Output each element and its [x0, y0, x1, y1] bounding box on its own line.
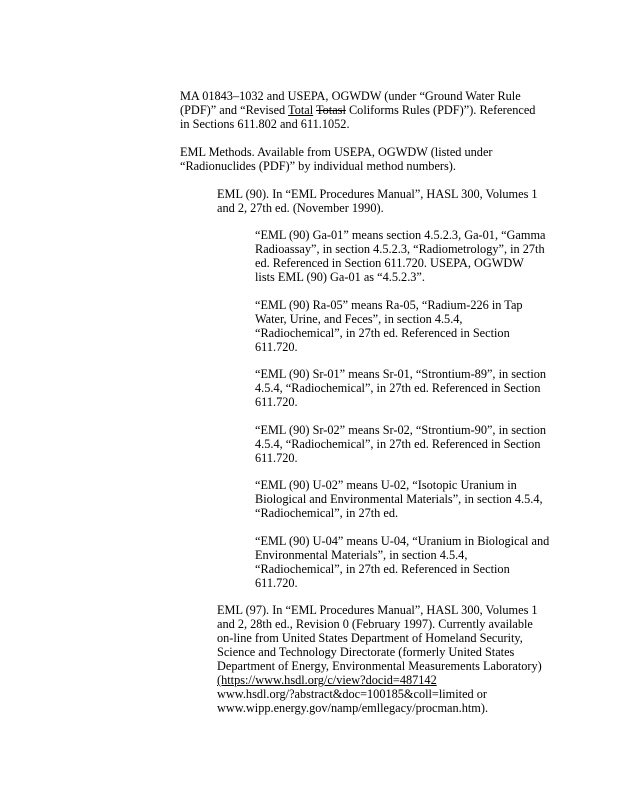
method-line: “EML (90) Sr-02” means Sr-02, “Strontium-90”, in section: [255, 423, 547, 437]
eml97-paragraph: [217, 603, 552, 715]
intro-paragraph: [180, 89, 552, 131]
eml97-line: Department of Energy, Environmental Measurements Laboratory): [217, 659, 542, 673]
method-line: lists EML (90) Ga-01 as “4.5.2.3”.: [255, 270, 425, 284]
method-line: Biological and Environmental Materials”, in section 4.5.4,: [255, 492, 543, 506]
intro-line: MA 01843–1032 and USEPA, OGWDW (under “Ground Water Rule: [180, 89, 521, 103]
method-line: “EML (90) Sr-01” means Sr-01, “Strontium-89”, in section: [255, 367, 547, 381]
eml97-line: and 2, 28th ed., Revision 0 (February 1997). Currently available: [217, 617, 533, 631]
method-line: 4.5.4, “Radiochemical”, in 27th ed. Referenced in Section: [255, 437, 541, 451]
method-line: “EML (90) U-04” means U-04, “Uranium in Biological and: [255, 534, 550, 548]
method-sr02: [255, 423, 552, 465]
method-line: Environmental Materials”, in section 4.5.4,: [255, 548, 468, 562]
eml97-line: on-line from United States Department of Homeland Security,: [217, 631, 523, 645]
intro-text: (PDF)” and “Revised: [180, 103, 289, 117]
hsdl-link[interactable]: (https://www.hsdl.org/c/view?docid=487142: [217, 673, 437, 687]
method-line: 611.720.: [255, 395, 298, 409]
method-line: “EML (90) U-02” means U-02, “Isotopic Uranium in: [255, 478, 517, 492]
method-line: 611.720.: [255, 340, 298, 354]
method-line: 611.720.: [255, 451, 298, 465]
inserted-word-total: Total: [288, 103, 314, 117]
eml90-line: EML (90). In “EML Procedures Manual”, HASL 300, Volumes 1: [217, 187, 538, 201]
intro-line: [180, 103, 552, 117]
method-line: Water, Urine, and Feces”, in section 4.5.4,: [255, 312, 463, 326]
intro-line: in Sections 611.802 and 611.1052.: [180, 117, 350, 131]
eml97-line: www.hsdl.org/?abstract&doc=100185&coll=limited or: [217, 687, 488, 701]
method-line: ed. Referenced in Section 611.720. USEPA, OGWDW: [255, 256, 524, 270]
method-ra05: [255, 298, 552, 354]
eml-methods-line: “Radionuclides (PDF)” by individual method numbers).: [180, 159, 456, 173]
method-line: “EML (90) Ga-01” means section 4.5.2.3, Ga-01, “Gamma: [255, 228, 546, 242]
eml97-line: Science and Technology Directorate (formerly United States: [217, 645, 515, 659]
method-line: “Radiochemical”, in 27th ed. Referenced in Section: [255, 562, 510, 576]
method-u02: [255, 478, 552, 520]
eml90-line: and 2, 27th ed. (November 1990).: [217, 201, 384, 215]
method-line: Radioassay”, in section 4.5.2.3, “Radiometrology”, in 27th: [255, 242, 545, 256]
eml-methods-paragraph: [180, 145, 520, 173]
method-line: “EML (90) Ra-05” means Ra-05, “Radium-226 in Tap: [255, 298, 523, 312]
method-ga01: [255, 228, 552, 284]
method-u04: [255, 534, 552, 590]
intro-text: Coliforms Rules (PDF)”). Referenced: [345, 103, 536, 117]
method-line: “Radiochemical”, in 27th ed.: [255, 506, 399, 520]
eml97-line: www.wipp.energy.gov/namp/emllegacy/procman.htm).: [217, 701, 489, 715]
method-sr01: [255, 367, 552, 409]
eml97-line: EML (97). In “EML Procedures Manual”, HASL 300, Volumes 1: [217, 603, 538, 617]
method-line: “Radiochemical”, in 27th ed. Referenced in Section: [255, 326, 510, 340]
eml-methods-line: EML Methods. Available from USEPA, OGWDW (listed under: [180, 145, 493, 159]
method-line: 4.5.4, “Radiochemical”, in 27th ed. Referenced in Section: [255, 381, 541, 395]
method-line: 611.720.: [255, 576, 298, 590]
deleted-word-totasl: Totasl: [316, 103, 346, 117]
eml90-paragraph: [217, 187, 552, 215]
